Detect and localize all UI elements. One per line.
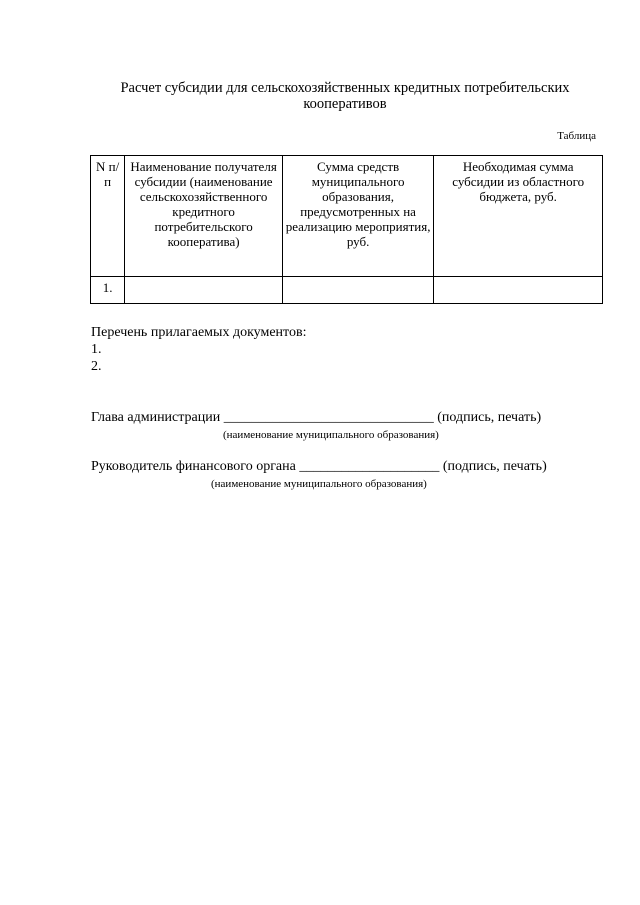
- finance-head-caption: (наименование муниципального образования): [211, 478, 427, 490]
- title-line-2: кооперативов: [303, 96, 387, 112]
- cell-municipal-sum: [282, 277, 433, 304]
- table-row: [91, 277, 603, 304]
- list-item: 2.: [91, 359, 102, 374]
- cell-required-subsidy: [434, 277, 603, 304]
- header-number: N п/п: [91, 156, 125, 277]
- table-header-row: [91, 156, 603, 277]
- table-caption: Таблица: [557, 130, 596, 142]
- finance-head-signature-line: Руководитель финансового органа ____________________ (подпись, печать): [91, 459, 547, 474]
- attached-documents-list: [91, 324, 306, 375]
- attached-documents-heading: Перечень прилагаемых документов:: [91, 325, 307, 340]
- title-line-1: Расчет субсидии для сельскохозяйственных кредитных потребительских: [120, 80, 570, 96]
- cell-recipient-name: [125, 277, 283, 304]
- head-of-administration-caption: (наименование муниципального образования): [223, 429, 439, 441]
- header-municipal-sum: Сумма средств муниципального образования, предусмотренных на реализацию мероприятия, руб.: [282, 156, 433, 277]
- header-required-subsidy: Необходимая сумма субсидии из областного бюджета, руб.: [434, 156, 603, 277]
- head-of-administration-signature-line: Глава администрации ______________________________ (подпись, печать): [91, 410, 542, 425]
- list-item: 1.: [91, 342, 102, 357]
- subsidy-table: [90, 155, 603, 304]
- header-recipient-name: Наименование получателя субсидии (наименование сельскохозяйственного кредитного потребительского кооператива): [125, 156, 283, 277]
- document-title: [90, 80, 600, 112]
- cell-number: 1.: [91, 277, 125, 304]
